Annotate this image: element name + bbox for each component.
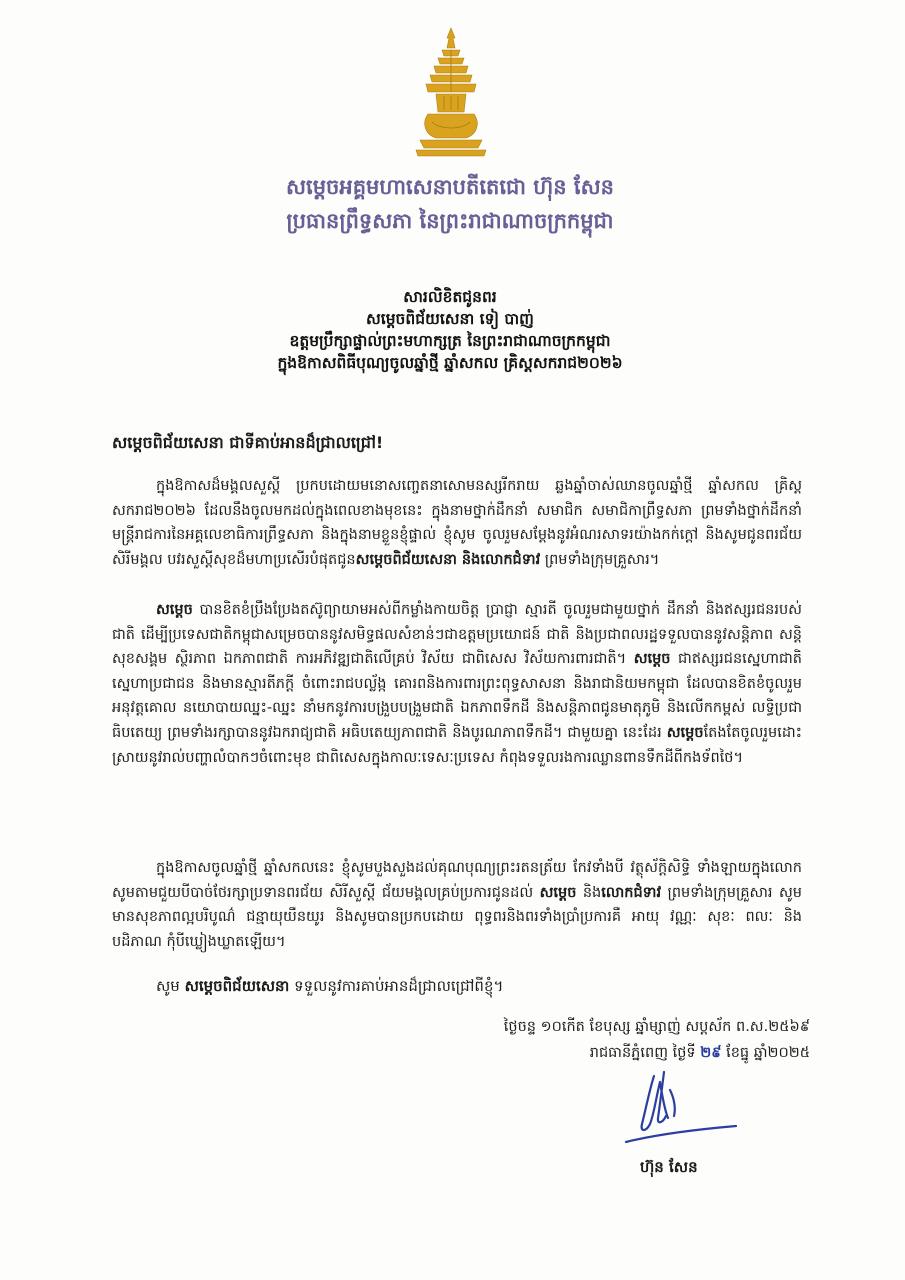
handwritten-day: ២៩ [700, 1045, 722, 1061]
paragraph-2 [112, 598, 802, 770]
place-date-prefix: រាជធានីភ្នំពេញ ថ្ងៃទី [589, 1045, 701, 1061]
title-line-3: ឧត្ដមប្រឹក្សាផ្ទាល់ព្រះមហាក្សត្រ នៃព្រះរាជាណាចក្រកម្ពុជា [289, 332, 611, 350]
paragraph-3-bold-2: លោកជំទាវ [601, 884, 662, 901]
place-date-suffix: ខែធ្នូ ឆ្នាំ២០២៥ [721, 1045, 810, 1061]
paragraph-3-text-2: និង [576, 884, 602, 901]
letter-title [120, 286, 780, 374]
salutation: សម្ដេចពិជ័យសេនា ជាទីគាប់អានដ៏ជ្រាលជ្រៅ! [112, 433, 384, 452]
title-line-4: ក្នុងឱកាសពិធីបុណ្យចូលឆ្នាំថ្មី ឆ្នាំសកល គ្រិស្ដសករាជ២០២៦ [277, 354, 623, 372]
paragraph-1-text-end: ព្រមទាំងក្រុមគ្រួសារ។ [540, 551, 660, 568]
paragraph-2-bold-1: សម្ដេច [156, 602, 193, 618]
title-line-1: សារលិខិតជូនពរ [403, 288, 497, 306]
paragraph-2-bold-3: សម្ដេច [666, 724, 704, 741]
paragraph-2-text-2: ជាឥស្សរជនស្នេហាជាតិ ស្នេហាប្រជាជន និងមានស្មារតីភក្ដី ចំពោះរាជបល្ល័ង្ក គោរពនិងការពារព្រះពុទ្ធសាសនា និងរាជានិយមកម្ពុជា ដែលបានខិតខំចូលរួមអនុវត្តគោល នយោបាយឈ្នះ-ឈ្នះ នាំមកនូវការបង្រួបបង្រួមជាតិ ឯកភាពទឹកដី និងសន្តិភាពជូនមាតុភូមិ និងលើកកម្ពស់ លទ្ធិប្រជាធិបតេយ្យ ព្រមទាំងរក្សាបាននូវឯករាជ្យជាតិ អធិបតេយ្យភាពជាតិ និងបូរណភាពទឹកដី។ ជាមួយគ្នា នេះដែរ [112, 651, 802, 741]
paragraph-1-text: ក្នុងឱកាសដ៏មង្គលសួស្ដី ប្រកបដោយមនោសញ្ចេតនាសោមនស្សរីករាយ ឆ្លងឆ្នាំចាស់ឈានចូលឆ្នាំថ្មី ឆ្នាំសកល គ្រិស្ដសករាជ២០២៦ ដែលនឹងចូលមកដល់ក្នុងពេលខាងមុខនេះ ក្នុងនាមថ្នាក់ដឹកនាំ សមាជិក សមាជិកាព្រឹទ្ធសភា ព្រមទាំងថ្នាក់ដឹកនាំ មន្ត្រីរាជការនៃអគ្គលេខាធិការព្រឹទ្ធសភា និងក្នុងនាមខ្លួនខ្ញុំផ្ទាល់ ខ្ញុំសូម ចូលរួមសម្ដែងនូវអំណរសាទរយ៉ាងកក់ក្ដៅ និងសូមជូនពរជ័យ សិរីមង្គល បវរសួស្ដីសុខដ៏មហាប្រសើរបំផុតជូន [112, 478, 802, 568]
paragraph-2-text-1: បានខិតខំប្រឹងប្រែងតស៊ូព្យាយាមអស់ពីកម្លាំងកាយចិត្ត ប្រាជ្ញា ស្មារតី ចូលរួមជាមួយថ្នាក់ ដឹកនាំ និងឥស្សរជនរបស់ជាតិ ដើម្បីប្រទេសជាតិកម្ពុជាសម្រេចបាននូវសមិទ្ធផលសំខាន់ៗជាឧត្ដមប្រយោជន៍ ជាតិ និងប្រជាពលរដ្ឋទទួលបាននូវសន្តិភាព សន្តិសុខសង្គម ស្ថិរភាព ឯកភាពជាតិ ការអភិវឌ្ឍជាតិលើគ្រប់ វិស័យ ជាពិសេស វិស័យការពារជាតិ។ [112, 602, 802, 668]
paragraph-1 [112, 474, 802, 572]
closing-suffix: ទទួលនូវការគាប់អានដ៏ជ្រាលជ្រៅពីខ្ញុំ។ [289, 977, 504, 995]
paragraph-3-text-3: ព្រមទាំងក្រុមគ្រួសារ សូមមានសុខភាពល្អបរិបូណ៌ ជន្មាយុយឺនយូរ និងសូមបានប្រកបដោយ ពុទ្ធពរនិងពរទាំងប្រាំប្រការគឺ អាយុ វណ្ណៈ សុខៈ ពលៈ និងបដិភាណ កុំបីឃ្លៀងឃ្លាតឡើយ។ [112, 884, 802, 950]
paragraph-3-bold-1: សម្ដេច [539, 884, 577, 901]
place-date [410, 1040, 810, 1066]
sender-name: សម្ដេចអគ្គមហាសេនាបតីតេជោ ហ៊ុន សែន [286, 175, 614, 199]
closing-recipient: សម្ដេចពិជ័យសេនា [184, 977, 290, 995]
title-line-2: សម្ដេចពិជ័យសេនា ទៀ បាញ់ [366, 310, 534, 328]
senate-emblem-icon [414, 26, 488, 158]
signature-icon [620, 1068, 740, 1150]
date-block [410, 1014, 810, 1066]
sender-title: ប្រធានព្រឹទ្ធសភា នៃព្រះរាជាណាចក្រកម្ពុជា [286, 209, 614, 233]
paragraph-3-text-1: ក្នុងឱកាសចូលឆ្នាំថ្មី ឆ្នាំសកលនេះ ខ្ញុំសូមបួងសួងដល់គុណបុណ្យព្រះរតនត្រ័យ កែវទាំងបី វត្ថុស័ក្ដិសិទ្ធិ ទាំងឡាយក្នុងលោក សូមតាមជួយបីបាច់ថែរក្សាប្រទានពរជ័យ សិរីសួស្ដី ជ័យមង្គលគ្រប់ប្រការជូនដល់ [112, 860, 802, 901]
paragraph-2-bold-2: សម្ដេច [633, 651, 671, 668]
lunar-date: ថ្ងៃចន្ទ ១០កើត ខែបុស្ស ឆ្នាំម្សាញ់ សប្ដស័ក ព.ស.២៥៦៩ [503, 1019, 810, 1035]
closing-prefix: សូម [156, 977, 185, 995]
closing-line [156, 977, 503, 999]
paragraph-3 [112, 856, 802, 954]
paragraph-2-text-3: តែងតែចូលរួមដោះស្រាយនូវរាល់បញ្ហាលំបាកៗចំពោះមុខ ជាពិសេសក្នុងកាលៈទេសៈប្រទេស កំពុងទទួលរងការឈ្លានពានទឹកដីពីកងទ័ពថៃ។ [112, 724, 802, 766]
paragraph-1-recipient: សម្ដេចពិជ័យសេនា និងលោកជំទាវ [355, 551, 541, 568]
signatory-name: ហ៊ុន សែន [640, 1158, 698, 1176]
